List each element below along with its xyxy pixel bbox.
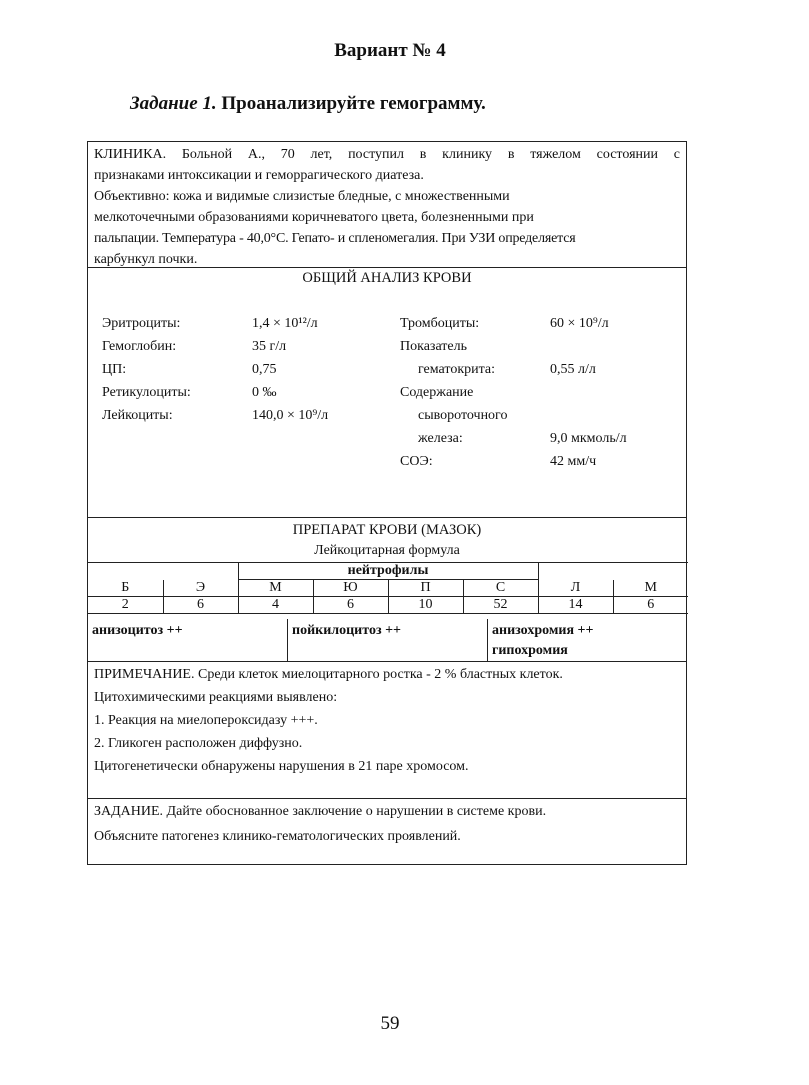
oak-value: 0 ‰	[252, 385, 277, 400]
clinic-line: КЛИНИКА. Больной А., 70 лет, поступил в клинику в тяжелом состоянии с	[94, 147, 680, 162]
divider	[88, 517, 686, 518]
table-cell	[88, 563, 238, 580]
clinic-line: признаками интоксикации и геморрагического диатеза.	[94, 168, 424, 183]
anisochromia-cell	[488, 619, 685, 661]
table-cell: 2	[88, 597, 163, 614]
oak-value: 42 мм/ч	[550, 454, 597, 469]
note-section	[88, 663, 686, 778]
leukocyte-formula-table	[88, 562, 688, 614]
oak-row	[400, 427, 627, 450]
table-cell: 10	[388, 597, 463, 614]
oak-row	[400, 450, 627, 473]
oak-label: Лейкоциты:	[102, 408, 173, 423]
note-line: Цитохимическими реакциями выявлено:	[94, 690, 338, 705]
oak-right-column	[400, 312, 627, 473]
case-frame	[87, 141, 687, 865]
oak-value: 0,75	[252, 362, 277, 377]
column-header: П	[388, 580, 463, 597]
divider	[88, 267, 686, 268]
note-line: Цитогенетически обнаружены нарушения в 21 паре хромосом.	[94, 759, 469, 774]
oak-label: ЦП:	[102, 362, 127, 377]
table-cell: 6	[313, 597, 388, 614]
column-header: С	[463, 580, 538, 597]
column-header: Э	[163, 580, 238, 597]
oak-left-column	[102, 312, 328, 427]
clinic-line: Объективно: кожа и видимые слизистые бледные, с множественными	[94, 189, 510, 204]
oak-label: железа:	[418, 431, 463, 446]
morphology-row	[88, 619, 686, 661]
table-row	[88, 597, 688, 614]
neutrophils-header: нейтрофилы	[238, 563, 538, 580]
oak-row	[400, 404, 627, 427]
assignment-line: ЗАДАНИЕ. Дайте обоснованное заключение о нарушении в системе крови.	[94, 804, 547, 819]
table-cell: 52	[463, 597, 538, 614]
oak-row	[400, 335, 627, 358]
column-header: М	[613, 580, 688, 597]
oak-label: Ретикулоциты:	[102, 385, 191, 400]
assignment-section	[88, 799, 686, 849]
poikilocytosis-cell	[288, 619, 488, 661]
oak-value: 0,55 л/л	[550, 362, 596, 377]
oak-label: Показатель	[400, 339, 467, 354]
oak-row	[102, 381, 328, 404]
table-row	[88, 580, 688, 597]
divider	[88, 661, 686, 662]
table-cell: 14	[538, 597, 613, 614]
oak-row	[102, 335, 328, 358]
oak-value: 35 г/л	[252, 339, 287, 354]
task-text: Проанализируйте гемограмму.	[216, 93, 486, 114]
anisocytosis-cell	[88, 619, 288, 661]
oak-title: ОБЩИЙ АНАЛИЗ КРОВИ	[302, 270, 472, 286]
oak-value: 9,0 мкмоль/л	[550, 431, 627, 446]
task-heading	[130, 93, 486, 115]
clinic-line: карбункул почки.	[94, 252, 198, 267]
table-cell: 4	[238, 597, 313, 614]
oak-label: гематокрита:	[418, 362, 496, 377]
oak-row	[102, 312, 328, 335]
oak-row	[400, 312, 627, 335]
column-header: Л	[538, 580, 613, 597]
table-cell	[538, 563, 688, 580]
column-header: М	[238, 580, 313, 597]
table-cell: 6	[613, 597, 688, 614]
oak-row	[102, 358, 328, 381]
oak-label: Гемоглобин:	[102, 339, 177, 354]
anisocytosis: анизоцитоз ++	[92, 623, 183, 638]
smear-title: ПРЕПАРАТ КРОВИ (МАЗОК)	[292, 522, 482, 538]
note-line: 1. Реакция на миелопероксидазу +++.	[94, 713, 318, 728]
clinic-line: пальпации. Температура - 40,0°С. Гепато- и спленомегалия. При УЗИ определяется	[94, 231, 576, 246]
oak-row	[400, 358, 627, 381]
table-cell: 6	[163, 597, 238, 614]
page-number: 59	[380, 1013, 400, 1034]
note-line: ПРИМЕЧАНИЕ. Среди клеток миелоцитарного ростка - 2 % бластных клеток.	[94, 667, 563, 682]
oak-value: 1,4 × 10¹²/л	[252, 316, 318, 331]
oak-label: Содержание	[400, 385, 474, 400]
oak-label: сывороточного	[418, 408, 508, 423]
column-header: Ю	[313, 580, 388, 597]
hypochromia: гипохромия	[492, 643, 568, 658]
clinic-line: мелкоточечными образованиями коричневатого цвета, болезненными при	[94, 210, 534, 225]
note-line: 2. Гликоген расположен диффузно.	[94, 736, 303, 751]
oak-row	[400, 381, 627, 404]
oak-value: 140,0 × 10⁹/л	[252, 408, 329, 423]
column-header: Б	[88, 580, 163, 597]
variant-title: Вариант № 4	[334, 40, 446, 61]
oak-label: Тромбоциты:	[400, 316, 480, 331]
table-row	[88, 563, 688, 580]
oak-label: СОЭ:	[400, 454, 433, 469]
smear-subtitle: Лейкоцитарная формула	[314, 543, 460, 558]
oak-value: 60 × 10⁹/л	[550, 316, 609, 331]
clinic-section	[88, 144, 686, 270]
oak-label: Эритроциты:	[102, 316, 181, 331]
task-label: Задание 1.	[130, 93, 217, 114]
assignment-line: Объясните патогенез клинико-гематологических проявлений.	[94, 829, 461, 844]
oak-row	[102, 404, 328, 427]
anisochromia: анизохромия ++	[492, 623, 594, 638]
poikilocytosis: пойкилоцитоз ++	[292, 623, 402, 638]
